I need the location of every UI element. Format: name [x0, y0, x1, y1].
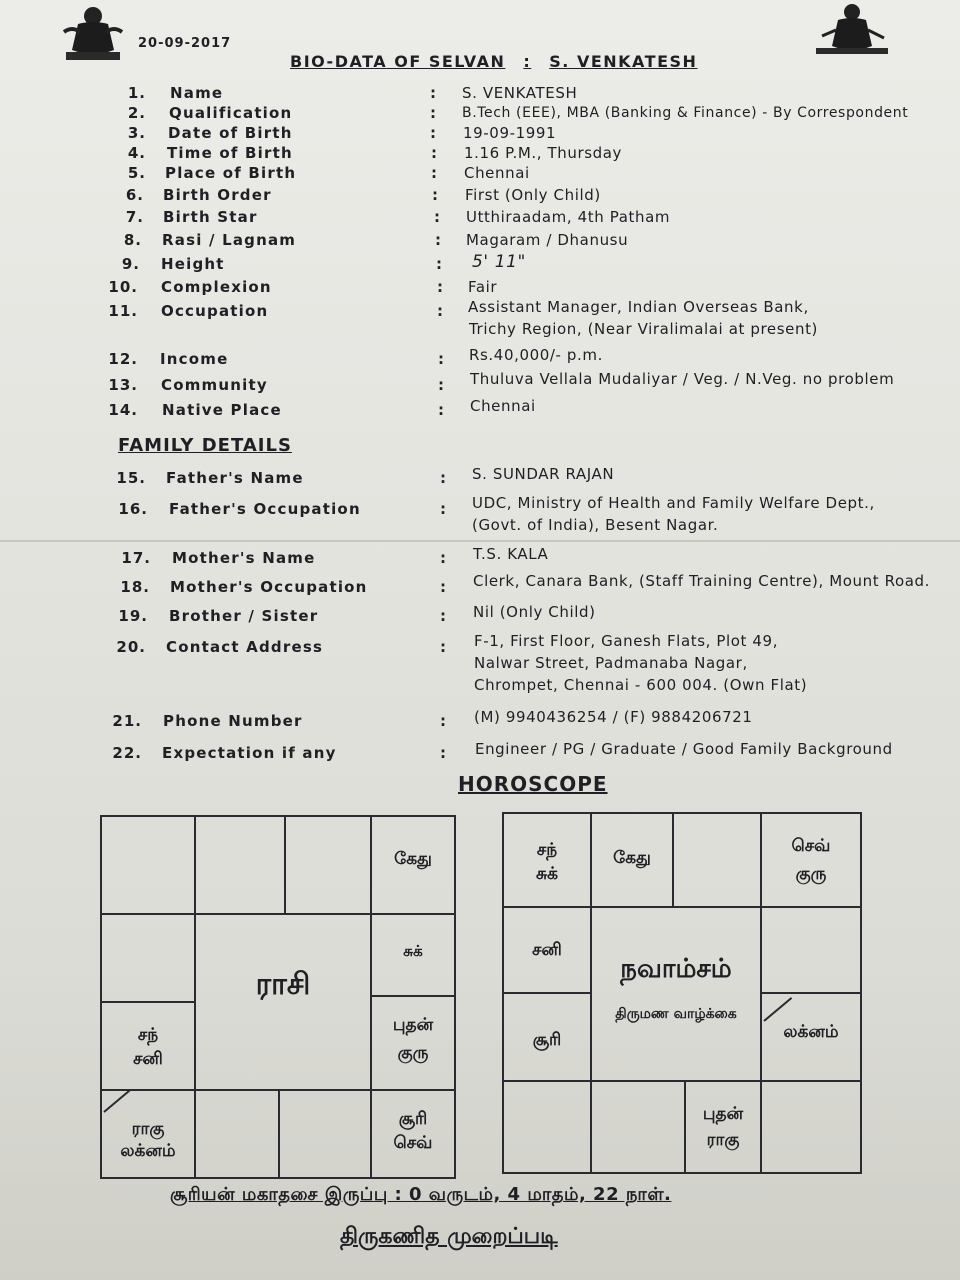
field-colon: :	[431, 164, 437, 182]
field-label: Father's Occupation	[169, 500, 361, 518]
navamsam-cell-sani: சனி	[532, 940, 562, 960]
field-colon: :	[437, 278, 443, 296]
field-colon: :	[440, 607, 446, 625]
field-number: 17.	[121, 549, 151, 567]
field-colon: :	[438, 350, 444, 368]
dasa-balance-line: சூரியன் மகாதசை இருப்பு : 0 வருடம், 4 மாதம், 22 நாள்.	[170, 1184, 672, 1205]
title-left: BIO-DATA OF SELVAN	[290, 52, 506, 71]
rasi-cell-chandran: சந்	[137, 1025, 159, 1045]
field-value: Engineer / PG / Graduate / Good Family Background	[475, 740, 893, 758]
field-number: 20.	[116, 638, 146, 656]
family-details-heading: FAMILY DETAILS	[118, 435, 292, 456]
field-value-line3: Chrompet, Chennai - 600 004. (Own Flat)	[474, 676, 808, 694]
field-value: 19-09-1991	[463, 124, 557, 142]
document-date: 20-09-2017	[138, 36, 232, 51]
field-number: 12.	[108, 350, 138, 368]
field-label: Occupation	[161, 302, 269, 320]
field-number: 5.	[127, 164, 146, 182]
field-value: (M) 9940436254 / (F) 9884206721	[474, 708, 753, 726]
field-colon: :	[434, 208, 440, 226]
navamsam-cell-guru: குரு	[795, 864, 827, 884]
field-label: Contact Address	[166, 638, 324, 656]
field-value-line2: Nalwar Street, Padmanaba Nagar,	[474, 654, 748, 672]
field-value-line2: (Govt. of India), Besent Nagar.	[472, 516, 719, 534]
field-colon: :	[436, 255, 442, 273]
field-value: Fair	[468, 278, 498, 296]
field-label: Father's Name	[166, 469, 304, 487]
field-label: Mother's Occupation	[170, 578, 368, 596]
field-value: S. VENKATESH	[462, 84, 578, 102]
navamsam-cell-lagnam: லக்னம்	[783, 1022, 839, 1042]
field-label: Height	[161, 255, 225, 273]
field-value: First (Only Child)	[465, 186, 601, 204]
field-number: 8.	[123, 231, 142, 249]
field-number: 14.	[108, 401, 138, 419]
field-colon: :	[440, 712, 446, 730]
field-label: Mother's Name	[172, 549, 316, 567]
field-value: T.S. KALA	[473, 545, 549, 563]
rasi-center-title: ராசி	[255, 967, 311, 1002]
field-colon: :	[440, 500, 446, 518]
field-label: Phone Number	[163, 712, 303, 730]
field-label: Place of Birth	[165, 164, 297, 182]
field-value-line2: Trichy Region, (Near Viralimalai at present)	[469, 320, 819, 338]
field-value: F-1, First Floor, Ganesh Flats, Plot 49,	[474, 632, 779, 650]
rasi-cell-suriyan: சூரி	[398, 1109, 428, 1129]
field-value: 1.16 P.M., Thursday	[464, 144, 623, 162]
field-colon: :	[440, 469, 446, 487]
field-value: B.Tech (EEE), MBA (Banking & Finance) - By Correspondent	[462, 105, 909, 121]
field-value: S. SUNDAR RAJAN	[472, 465, 615, 483]
field-value: Chennai	[464, 164, 530, 182]
rasi-cell-lagnam: லக்னம்	[120, 1141, 176, 1161]
navamsam-chart	[502, 812, 862, 1174]
field-colon: :	[431, 144, 437, 162]
field-colon: :	[430, 84, 436, 102]
field-colon: :	[438, 401, 444, 419]
rasi-cell-sukran: சுக்	[403, 942, 423, 960]
horoscope-heading: HOROSCOPE	[458, 772, 608, 796]
field-label: Community	[161, 376, 268, 394]
navamsam-center-title: நவாம்சம்	[620, 954, 732, 984]
rasi-cell-sevvai: செவ்	[393, 1133, 433, 1153]
navamsam-cell-sevvai: செவ்	[791, 836, 831, 856]
navamsam-cell-sukran: சுக்	[536, 864, 558, 884]
field-number: 1.	[127, 84, 146, 102]
rasi-cell-guru: குரு	[397, 1043, 429, 1063]
field-value-handwritten: 5' 11"	[472, 252, 526, 272]
field-number: 19.	[118, 607, 148, 625]
field-colon: :	[430, 124, 436, 142]
navamsam-cell-budhan: புதன்	[702, 1104, 744, 1124]
field-colon: :	[437, 302, 443, 320]
field-number: 15.	[116, 469, 146, 487]
document-title	[290, 52, 697, 71]
rasi-cell-ketu: கேது	[394, 849, 432, 869]
field-label: Time of Birth	[167, 144, 293, 162]
field-value: Chennai	[470, 397, 536, 415]
field-value: Thuluva Vellala Mudaliyar / Veg. / N.Veg. no problem	[470, 370, 895, 388]
field-label: Name	[170, 84, 224, 102]
field-label: Native Place	[162, 401, 282, 419]
navamsam-cell-ketu: கேது	[613, 848, 651, 868]
field-colon: :	[432, 186, 438, 204]
title-separator: :	[523, 52, 532, 71]
field-colon: :	[435, 231, 441, 249]
field-number: 10.	[108, 278, 138, 296]
field-number: 3.	[127, 124, 146, 142]
field-number: 21.	[112, 712, 142, 730]
field-value: Nil (Only Child)	[473, 603, 596, 621]
field-value: UDC, Ministry of Health and Family Welfare Dept.,	[472, 494, 875, 512]
deity-left-icon	[58, 2, 128, 62]
field-number: 13.	[108, 376, 138, 394]
field-number: 16.	[118, 500, 148, 518]
field-label: Birth Star	[163, 208, 258, 226]
field-number: 18.	[120, 578, 150, 596]
field-number: 7.	[125, 208, 144, 226]
field-number: 2.	[127, 104, 146, 122]
field-number: 6.	[125, 186, 144, 204]
navamsam-center-subtitle: திருமண வாழ்க்கை	[615, 1006, 737, 1022]
rasi-cell-sani: சனி	[133, 1049, 163, 1069]
field-value: Utthiraadam, 4th Patham	[466, 208, 671, 226]
field-label: Rasi / Lagnam	[162, 231, 297, 249]
field-value: Clerk, Canara Bank, (Staff Training Centre), Mount Road.	[473, 572, 931, 590]
deity-right-icon	[812, 0, 892, 60]
field-colon: :	[430, 104, 436, 122]
field-label: Qualification	[169, 104, 293, 122]
field-label: Expectation if any	[162, 744, 337, 762]
field-colon: :	[440, 578, 446, 596]
rasi-cell-budhan: புதன்	[392, 1015, 434, 1035]
navamsam-cell-chandran: சந்	[536, 840, 558, 860]
title-name: S. VENKATESH	[549, 52, 698, 71]
field-value: Rs.40,000/- p.m.	[469, 346, 603, 364]
field-colon: :	[438, 376, 444, 394]
field-label: Birth Order	[163, 186, 272, 204]
field-colon: :	[440, 549, 446, 567]
field-label: Income	[160, 350, 229, 368]
field-label: Complexion	[161, 278, 272, 296]
field-number: 4.	[127, 144, 146, 162]
field-number: 11.	[108, 302, 138, 320]
rasi-cell-raghu: ராகு	[131, 1119, 165, 1139]
paper-fold	[0, 540, 960, 542]
field-label: Brother / Sister	[169, 607, 319, 625]
navamsam-cell-raghu: ராகு	[706, 1130, 740, 1150]
field-number: 22.	[112, 744, 142, 762]
calculation-method-line: திருகணித முறைப்படி	[340, 1224, 558, 1249]
field-number: 9.	[121, 255, 140, 273]
rasi-chart	[100, 815, 456, 1179]
field-value: Assistant Manager, Indian Overseas Bank,	[468, 298, 809, 316]
field-label: Date of Birth	[168, 124, 293, 142]
field-value: Magaram / Dhanusu	[466, 231, 629, 249]
field-colon: :	[440, 744, 446, 762]
navamsam-cell-suriyan: சூரி	[532, 1030, 562, 1050]
field-colon: :	[440, 638, 446, 656]
